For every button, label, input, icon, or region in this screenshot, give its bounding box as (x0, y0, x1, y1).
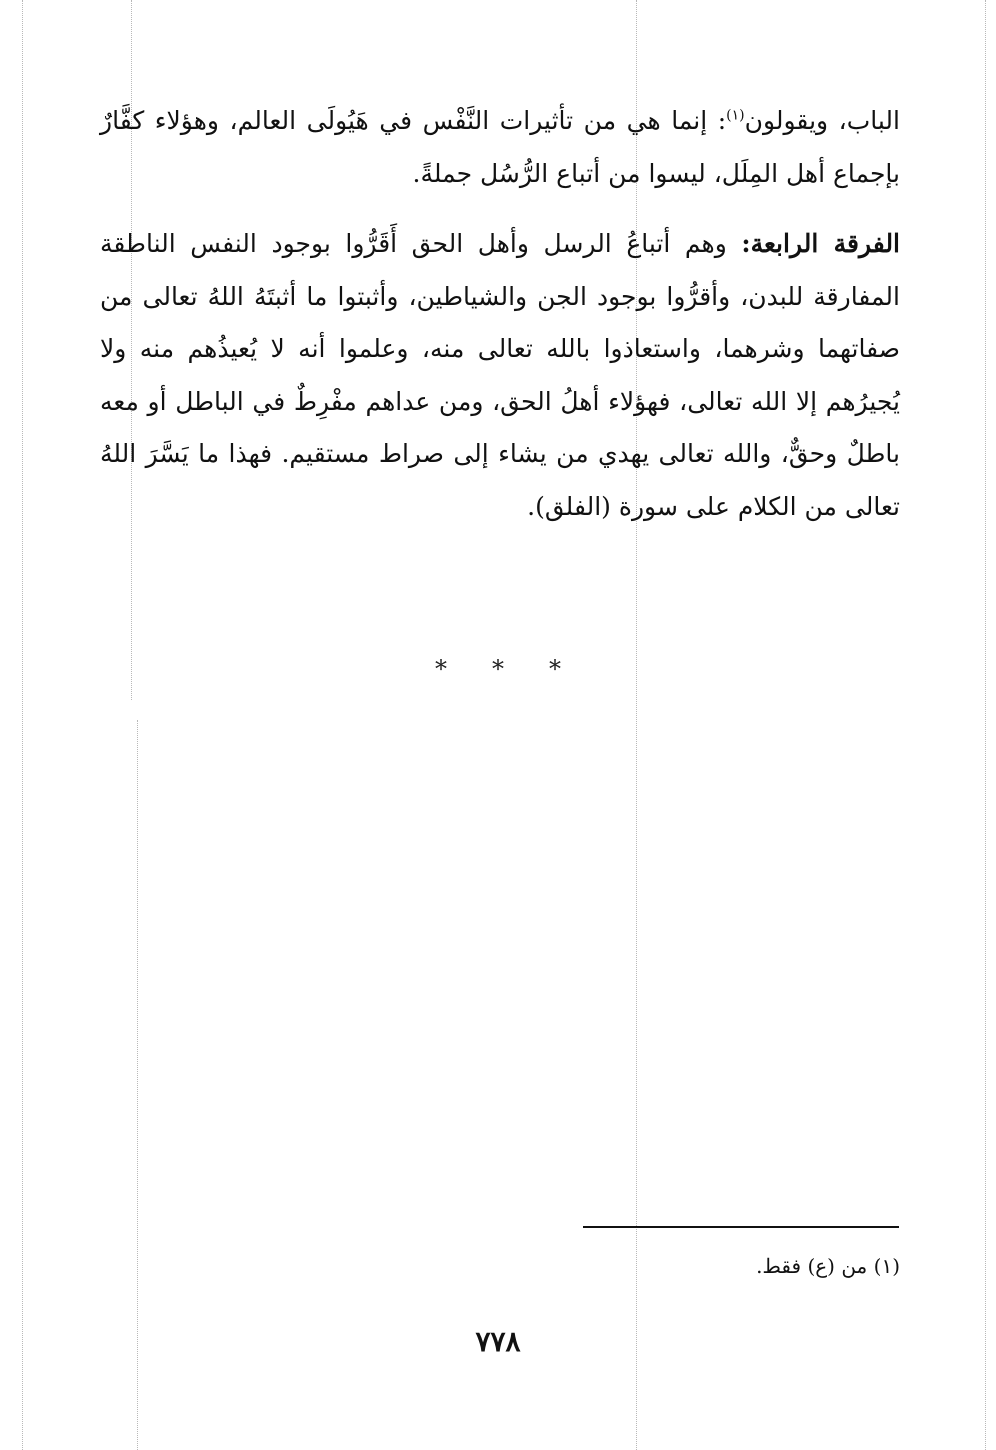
section-separator (0, 655, 996, 683)
separator-star: * (435, 655, 492, 683)
section-heading-term: الفرقة الرابعة: (741, 229, 901, 258)
paragraph-1 (100, 95, 900, 200)
paragraph-2 (100, 218, 900, 533)
scan-guide-line (985, 0, 986, 1450)
separator-star: * (492, 655, 549, 683)
footnote-divider (583, 1226, 899, 1228)
footnote-reference: (١) (726, 107, 745, 124)
scan-guide-line (22, 0, 23, 1450)
paragraph-2-body: وهم أتباعُ الرسل وأهل الحق أَقَرُّوا بوجود النفس الناطقة المفارقة للبدن، وأقرُّوا بوجود الجن والشياطين، وأثبتوا ما أثبتَهُ اللهُ تعالى من صفاتهما وشرهما، واستعاذوا بالله تعالى منه، وعلموا أنه لا يُعيذُهم منه ولا يُجيرُهم إلا الله تعالى، فهؤلاء أهلُ الحق، ومن عداهم مفْرِطٌ في الباطل أو معه باطلٌ وحقٌّ، والله تعالى يهدي من يشاء إلى صراط مستقيم. فهذا ما يَسَّرَ اللهُ تعالى من الكلام على سورة (الفلق). (100, 229, 900, 521)
paragraph-1-start: الباب، ويقولون (744, 106, 900, 135)
paragraph-1-rest: : إنما هي من تأثيرات النَّفْس في هَيُولَى العالم، وهؤلاء كفَّارٌ بإجماع أهل المِلَل، ليسوا من أتباع الرُّسُل جملةً. (100, 106, 900, 188)
footnote: (١) من (ع) فقط. (756, 1254, 900, 1278)
separator-star: * (549, 655, 606, 683)
page-number: ٧٧٨ (475, 1325, 521, 1358)
page-body (100, 95, 900, 533)
